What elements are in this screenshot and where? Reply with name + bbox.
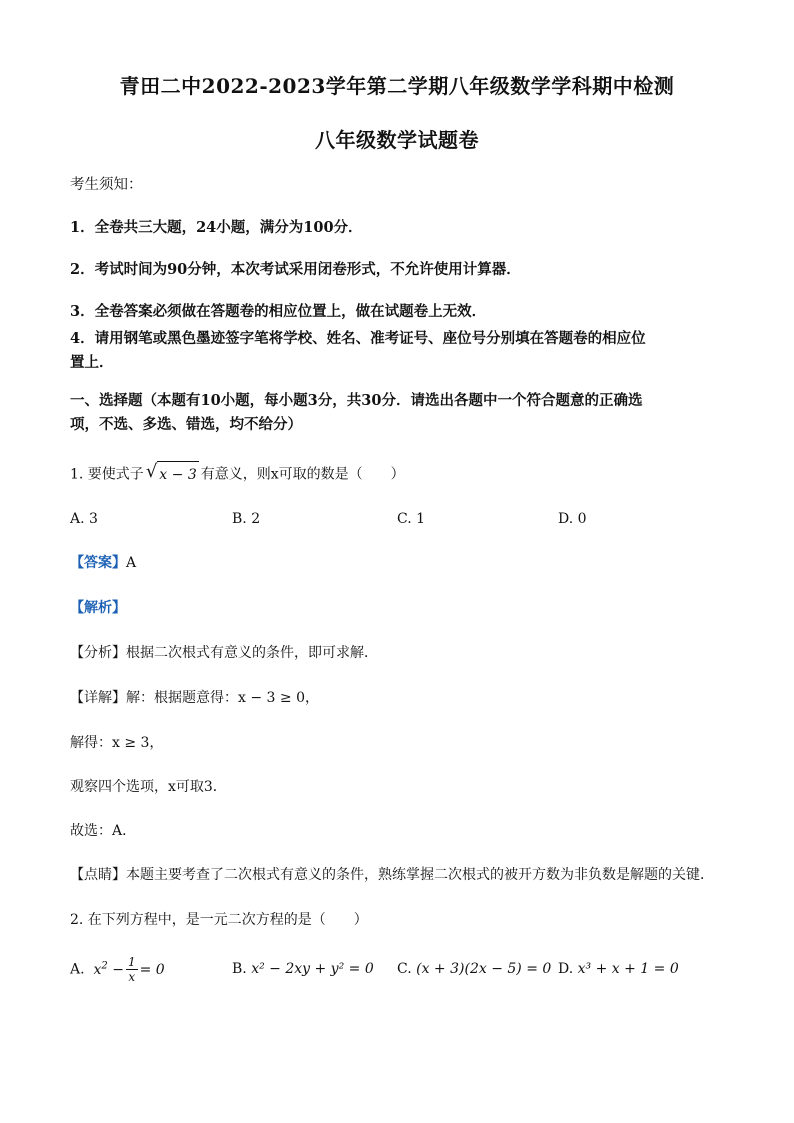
q2-option-c	[397, 961, 551, 977]
q2-option-c-label: C.	[397, 961, 412, 977]
q1-step-4: 故选：A．	[70, 823, 137, 839]
q2-option-a-label: A.	[70, 961, 85, 978]
q1-xiangjie	[70, 685, 730, 711]
q2-option-b-expr: x² − 2xy + y² = 0	[251, 961, 374, 977]
fenxi-text: 根据二次根式有意义的条件，即可求解．	[126, 645, 378, 661]
section-heading-line1: 一、选择题（本题有10小题，每小题3分，共30分．请选出各题中一个符合题意的正确选	[70, 392, 643, 409]
q1-dianjing	[70, 862, 730, 888]
notice-item-2: 2．考试时间为90分钟，本次考试采用闭卷形式，不允许使用计算器．	[70, 261, 521, 278]
q2-option-d-expr: x³ + x + 1 = 0	[577, 961, 679, 977]
notice-item-4-cont: 置上．	[70, 354, 114, 371]
q1-answer	[70, 550, 730, 576]
sqrt-expression	[146, 461, 199, 488]
fenxi-tag: 【分析】	[70, 645, 126, 661]
fraction: $\frac{1}{x}$	[127, 955, 136, 984]
q1-analysis-heading	[70, 595, 730, 621]
q2-option-d	[558, 961, 679, 977]
q2-option-a	[70, 955, 165, 984]
section-heading-line2: 项，不选、多选、错选，均不给分）	[70, 416, 302, 433]
q2-option-c-expr: (x + 3)(2x − 5) = 0	[416, 961, 552, 977]
dianjing-tag: 【点睛】	[70, 867, 126, 883]
notice-heading: 考生须知：	[70, 177, 143, 193]
radicand: x − 3	[157, 461, 198, 488]
answer-value: A	[126, 555, 137, 571]
answer-tag: 【答案】	[70, 555, 126, 571]
q1-step-2: 解得：x ≥ 3，	[70, 735, 164, 751]
q1-fenxi	[70, 640, 730, 666]
xiangjie-tag: 【详解】	[70, 690, 126, 706]
q1-option-a: A. 3	[70, 511, 98, 527]
q2-option-b	[232, 961, 374, 977]
exam-subtitle: 八年级数学试题卷	[315, 128, 479, 152]
notice-item-3: 3．全卷答案必须做在答题卷的相应位置上，做在试题卷上无效．	[70, 303, 487, 320]
q2-option-a-expr: $x^2$ − $\frac{1}{x}$ = 0	[89, 955, 165, 984]
question-1-stem	[70, 461, 730, 488]
question-2-stem: 2. 在下列方程中，是一元二次方程的是（ ）	[70, 912, 368, 928]
q1-option-c: C. 1	[397, 511, 426, 527]
notice-item-1: 1．全卷共三大题，24小题，满分为100分．	[70, 219, 363, 236]
q1-step-3: 观察四个选项，x可取3．	[70, 779, 227, 795]
q2-option-b-label: B.	[232, 961, 247, 977]
q1-option-b: B. 2	[232, 511, 261, 527]
xiangjie-text: 解：根据题意得：x − 3 ≥ 0，	[126, 690, 319, 706]
dianjing-text: 本题主要考查了二次根式有意义的条件，熟练掌握二次根式的被开方数为非负数是解题的关键．	[126, 867, 714, 883]
question-1-suffix: 有意义，则x可取的数是（ ）	[200, 466, 405, 483]
question-1-prefix: 1. 要使式子	[70, 466, 144, 483]
sqrt-icon: √	[145, 461, 158, 482]
q1-option-d: D. 0	[558, 511, 587, 527]
notice-item-4: 4．请用钢笔或黑色墨迹签字笔将学校、姓名、准考证号、座位号分别填在答题卷的相应位	[70, 330, 646, 347]
q2-option-d-label: D.	[558, 961, 574, 977]
exam-title: 青田二中2022-2023学年第二学期八年级数学学科期中检测	[119, 74, 675, 98]
analysis-tag: 【解析】	[70, 600, 126, 616]
